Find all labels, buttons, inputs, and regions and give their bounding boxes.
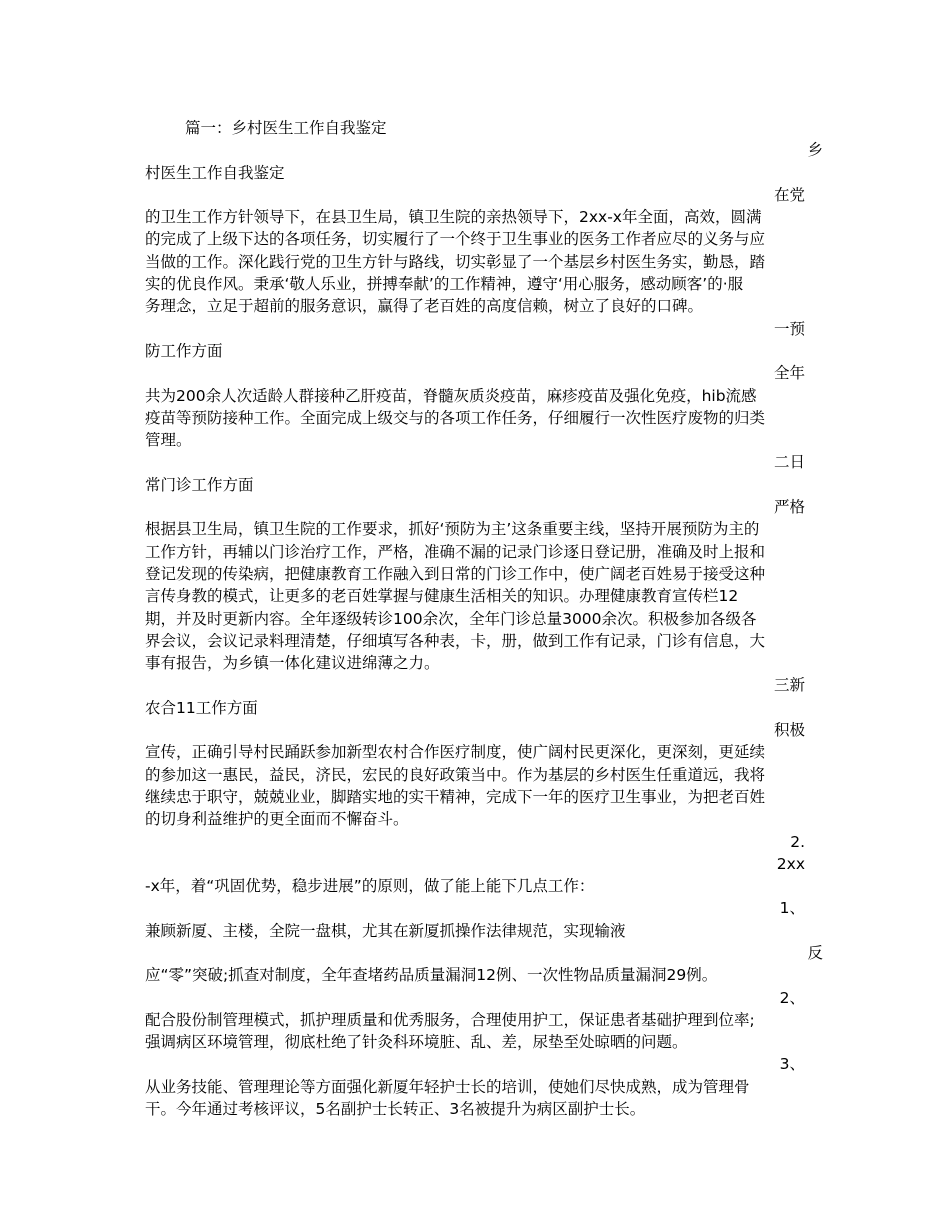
margin-marker: 一预 [773, 319, 805, 338]
margin-marker: 在党 [773, 185, 805, 204]
section-heading: 农合11工作方面 [145, 698, 258, 717]
margin-marker: 二日 [773, 453, 805, 472]
paragraph-line: 期，并及时更新内容。全年逐级转诊100余次，全年门诊总量3000余次。积极参加各级各 [145, 609, 757, 628]
paragraph-line: 兼顾新厦、主楼，全院一盘棋，尤其在新厦抓操作法律规范，实现输液 [145, 921, 626, 940]
paragraph-line: 登记发现的传染病，把健康教育工作融入到日常的门诊工作中，使广阔老百姓易于接受这种 [145, 564, 766, 583]
paragraph-line: 界会议，会议记录料理清楚，仔细填写各种表，卡，册，做到工作有记录，门诊有信息，大 [145, 631, 766, 650]
paragraph-line: 的切身利益维护的更全面而不懈奋斗。 [145, 810, 409, 829]
section-heading: 常门诊工作方面 [145, 475, 254, 494]
paragraph-line: 干。今年通过考核评议，5名副护士长转正、3名被提升为病区副护士长。 [145, 1100, 646, 1119]
margin-marker: 2、 [779, 988, 805, 1007]
document-body [145, 117, 823, 1120]
margin-marker: 全年 [773, 364, 805, 383]
paragraph-line: 实的优良作风。秉承‘敬人乐业，拼搏奉献’的工作精神，遵守‘用心服务，感动顾客’的·服 [145, 275, 744, 294]
margin-marker: 3、 [779, 1055, 805, 1074]
margin-marker: 反 [807, 943, 823, 962]
paragraph-line: 务理念，立足于超前的服务意识，赢得了老百姓的高度信赖，树立了良好的口碑。 [145, 297, 704, 316]
paragraph-line: 根据县卫生局，镇卫生院的工作要求，抓好‘预防为主’这条重要主线，坚持开展预防为主的 [145, 520, 760, 539]
paragraph-line: 继续忠于职守，兢兢业业，脚踏实地的实干精神，完成下一年的医疗卫生事业，为把老百姓 [145, 787, 766, 806]
section-heading: 村医生工作自我鉴定 [145, 163, 285, 182]
paragraph-line: 事有报告，为乡镇一体化建议进绵薄之力。 [145, 654, 440, 673]
paragraph-line: -x年，着“巩固优势，稳步进展”的原则，做了能上能下几点工作： [145, 877, 595, 896]
doc-title: 篇一：乡村医生工作自我鉴定 [185, 119, 387, 137]
paragraph-line: 的参加这一惠民，益民，济民，宏民的良好政策当中。作为基层的乡村医生任重道远，我将 [145, 765, 766, 784]
paragraph-line: 疫苗等预防接种工作。全面完成上级交与的各项工作任务，仔细履行一次性医疗废物的归类 [145, 408, 766, 427]
section-heading: 防工作方面 [145, 341, 223, 360]
margin-marker: 2xx [776, 854, 805, 873]
margin-marker: 三新 [773, 676, 805, 695]
margin-marker: 积极 [773, 721, 805, 740]
paragraph-line: 配合股份制管理模式，抓护理质量和优秀服务，合理使用护工，保证患者基础护理到位率; [145, 1010, 755, 1029]
paragraph-line: 的卫生工作方针领导下，在县卫生局，镇卫生院的亲热领导下，2xx-x年全面，高效，圆满 [145, 208, 762, 227]
margin-marker: 2. [790, 832, 805, 851]
margin-marker: 乡 [807, 141, 823, 160]
paragraph-line: 从业务技能、管理理论等方面强化新厦年轻护士长的培训，使她们尽快成熟，成为管理骨 [145, 1077, 750, 1096]
paragraph-line: 言传身教的模式，让更多的老百姓掌握与健康生活相关的知识。办理健康教育宣传栏12 [145, 587, 739, 606]
margin-marker: 严格 [773, 498, 805, 517]
paragraph-line: 管理。 [145, 431, 192, 450]
paragraph-line: 共为200余人次适龄人群接种乙肝疫苗，脊髓灰质炎疫苗，麻疹疫苗及强化免疫，hib流感 [145, 386, 757, 405]
paragraph-line: 的完成了上级下达的各项任务，切实履行了一个终于卫生事业的医务工作者应尽的义务与应 [145, 230, 766, 249]
paragraph-line: 工作方针，再辅以门诊治疗工作，严格，准确不漏的记录门诊逐日登记册，准确及时上报和 [145, 542, 766, 561]
paragraph-line: 应“零”突破;抓查对制度，全年查堵药品质量漏洞12例、一次性物品质量漏洞29例。 [145, 966, 718, 985]
margin-marker: 1、 [779, 899, 805, 918]
paragraph-line: 强调病区环境管理，彻底杜绝了针灸科环境脏、乱、差，尿垫至处晾晒的问题。 [145, 1033, 688, 1052]
paragraph-line: 当做的工作。深化践行党的卫生方针与路线，切实彰显了一个基层乡村医生务实，勤恳，踏 [145, 252, 766, 271]
paragraph-line: 宣传，正确引导村民踊跃参加新型农村合作医疗制度，使广阔村民更深化，更深刻，更延续 [145, 743, 766, 762]
